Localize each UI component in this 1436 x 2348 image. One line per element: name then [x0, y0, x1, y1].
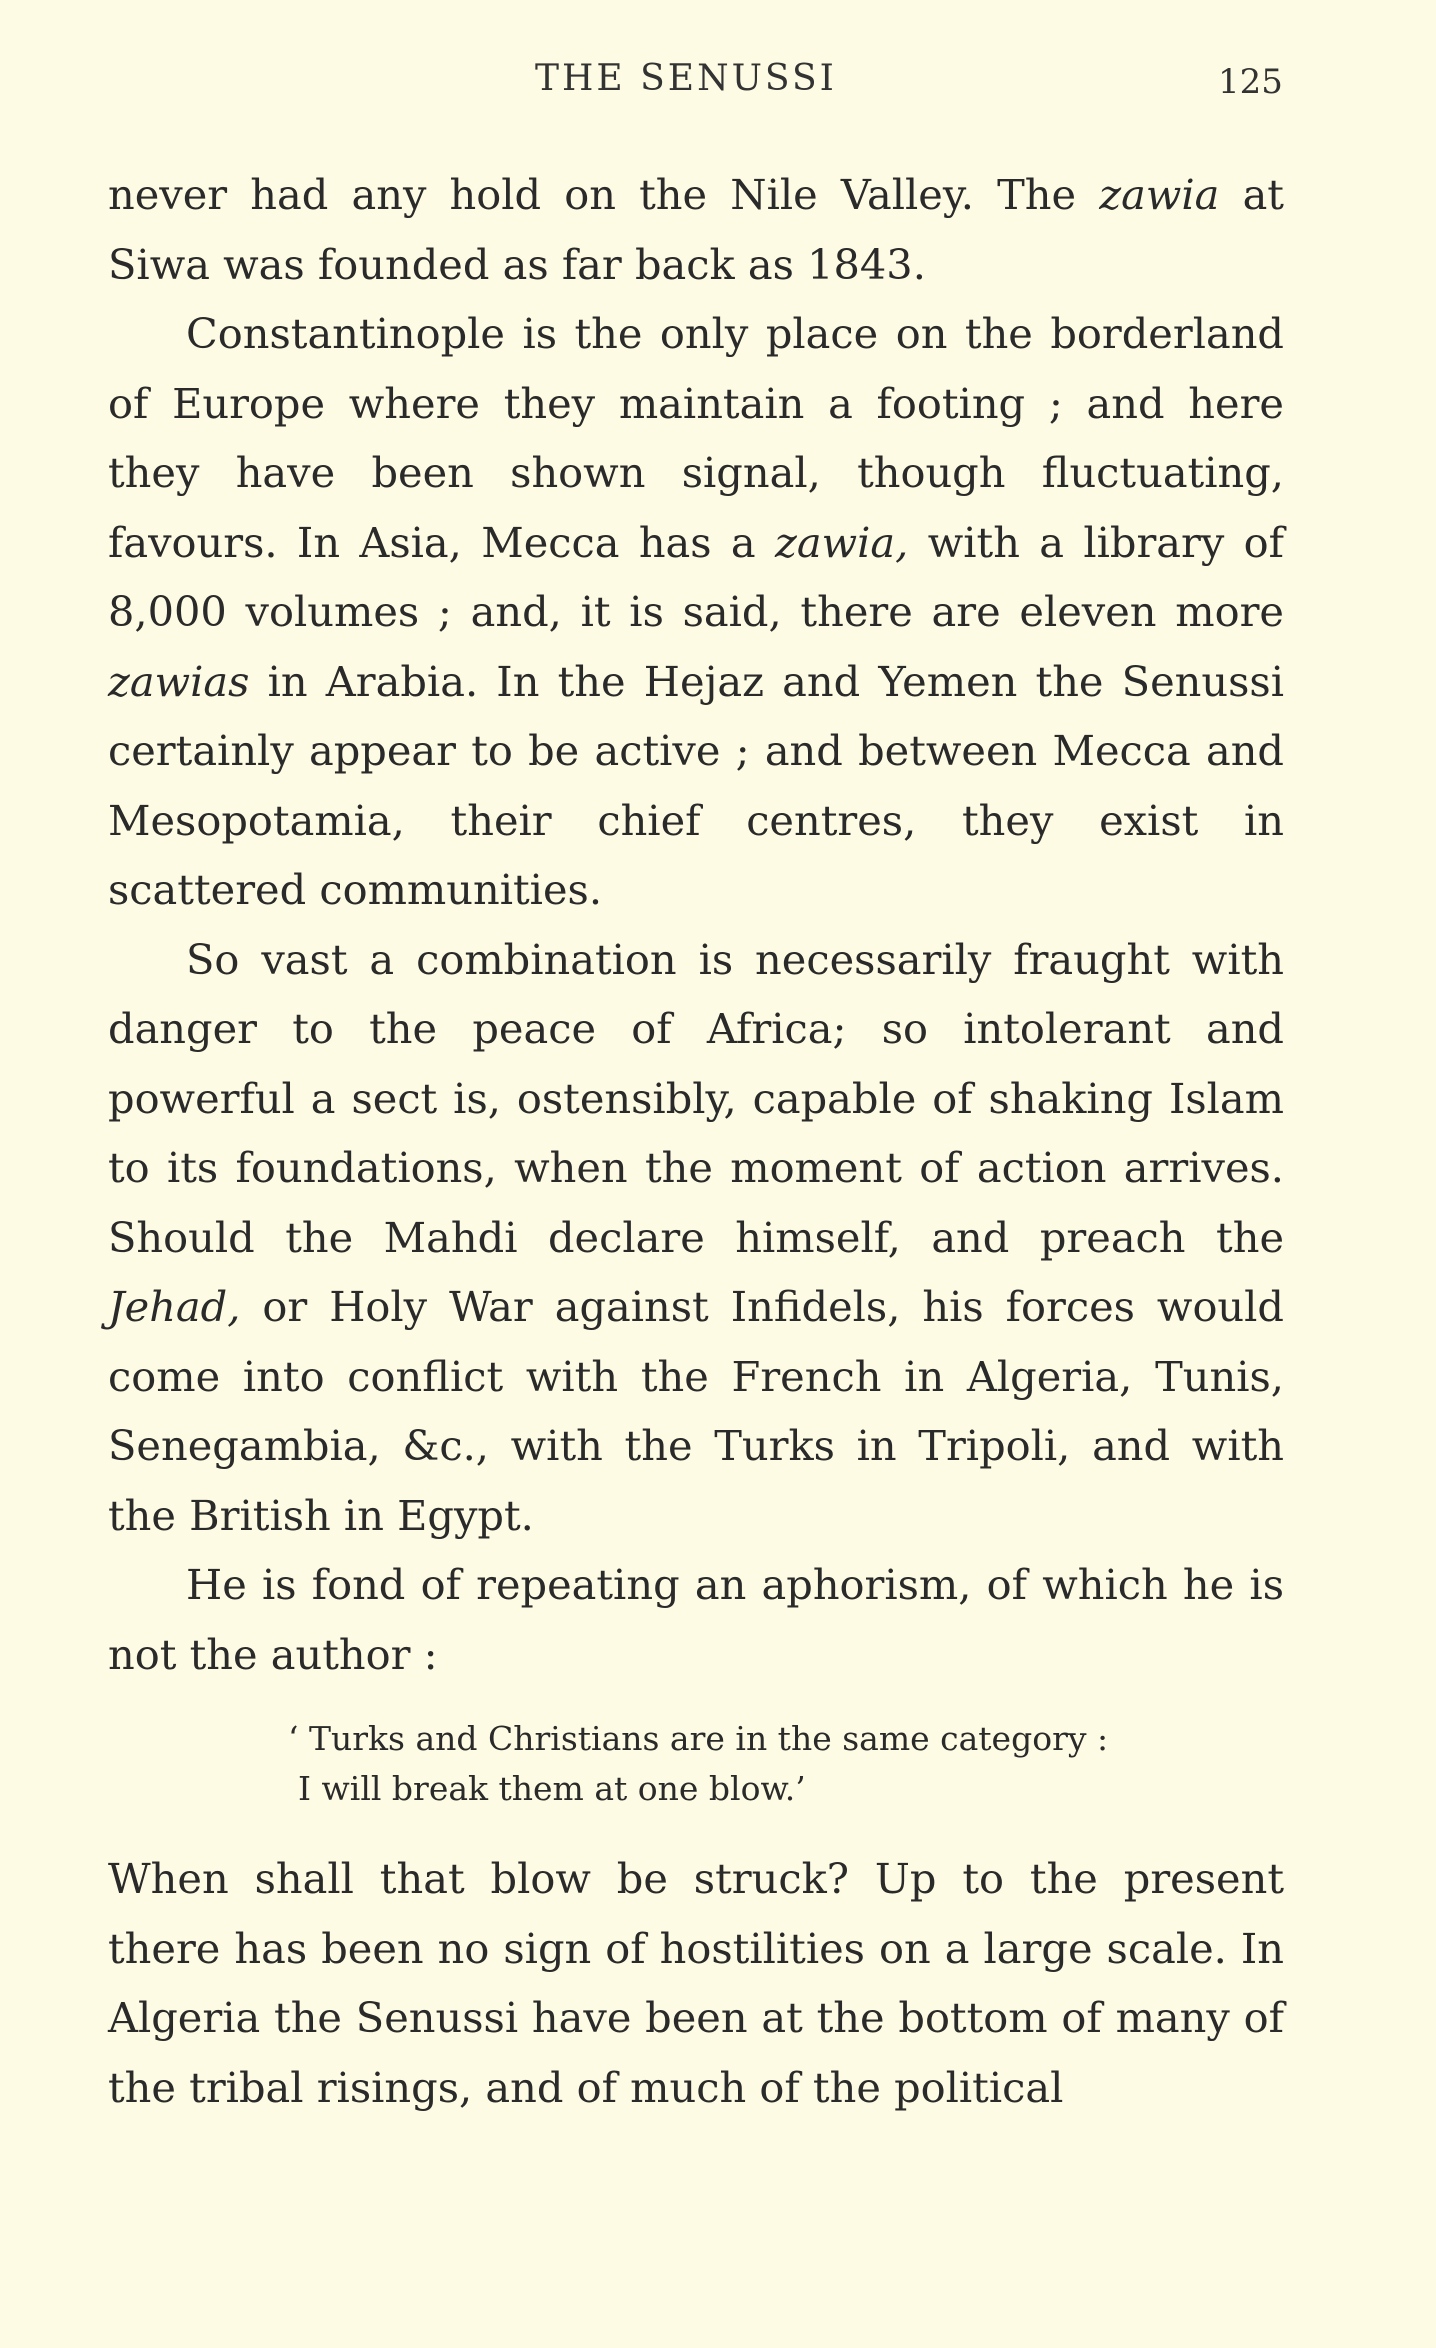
body-text	[108, 160, 1284, 2122]
running-title: THE SENUSSI	[535, 58, 837, 99]
paragraph-5-text: When shall that blow be struck? Up to the present there has been no sign of hostilities on a large scale. In Algeria the Senussi have been at the bottom of many of the tribal risings, and of much of the political	[108, 1854, 1284, 2112]
block-quote	[288, 1714, 1284, 1814]
paragraph-3-italic-jehad: Jehad,	[108, 1282, 241, 1331]
paragraph-5	[108, 1844, 1284, 2122]
paragraph-4-text: He is fond of repeating an aphorism, of which he is not the author :	[108, 1560, 1284, 1679]
paragraph-1-text-a: never had any hold on the Nile Valley. The	[108, 170, 1100, 219]
paragraph-2-text-a: Constantinople is the only place on the borderland of Europe where they maintain a footing ; and here they have been shown signal, though fluctuating, favours. In Asia, Mecca has a	[108, 309, 1284, 567]
paragraph-2-text-b: with a library of 8,000 volumes ; and, it is said, there are eleven more	[108, 517, 1285, 636]
paragraph-1	[108, 160, 1284, 299]
paragraph-4	[108, 1550, 1284, 1689]
page-number: 125	[1218, 62, 1283, 102]
paragraph-2-italic-zawia: zawia,	[775, 517, 909, 567]
paragraph-2-italic-zawias: zawias	[108, 656, 250, 706]
paragraph-2-text-c: in Arabia. In the Hejaz and Yemen the Senussi certainly appear to be active ; and between Mecca and Mesopotamia, their chief centres, they exist in scattered communities.	[108, 656, 1284, 914]
paragraph-3-text-a: So vast a combination is necessarily fraught with danger to the peace of Africa; so intolerant and powerful a sect is, ostensibly, capable of shaking Islam to its foundations, when the moment of action arrives. Should the Mahdi declare himself, and preach the	[108, 934, 1284, 1262]
paragraph-1-italic-zawia: zawia	[1099, 170, 1220, 219]
paragraph-3	[108, 925, 1284, 1551]
quote-line-1: ‘ Turks and Christians are in the same category :	[288, 1719, 1109, 1758]
paragraph-1-text-b: at Siwa was founded as far back as 1843.	[108, 170, 1284, 289]
quote-line-2: I will break them at one blow.’	[298, 1769, 806, 1808]
paragraph-3-text-b: or Holy War against Infidels, his forces would come into conflict with the French in Algeria, Tunis, Senegambia, &c., with the Turks in Tripoli, and with the British in Egypt.	[108, 1282, 1284, 1540]
paragraph-2	[108, 299, 1284, 925]
running-head	[0, 58, 1436, 118]
